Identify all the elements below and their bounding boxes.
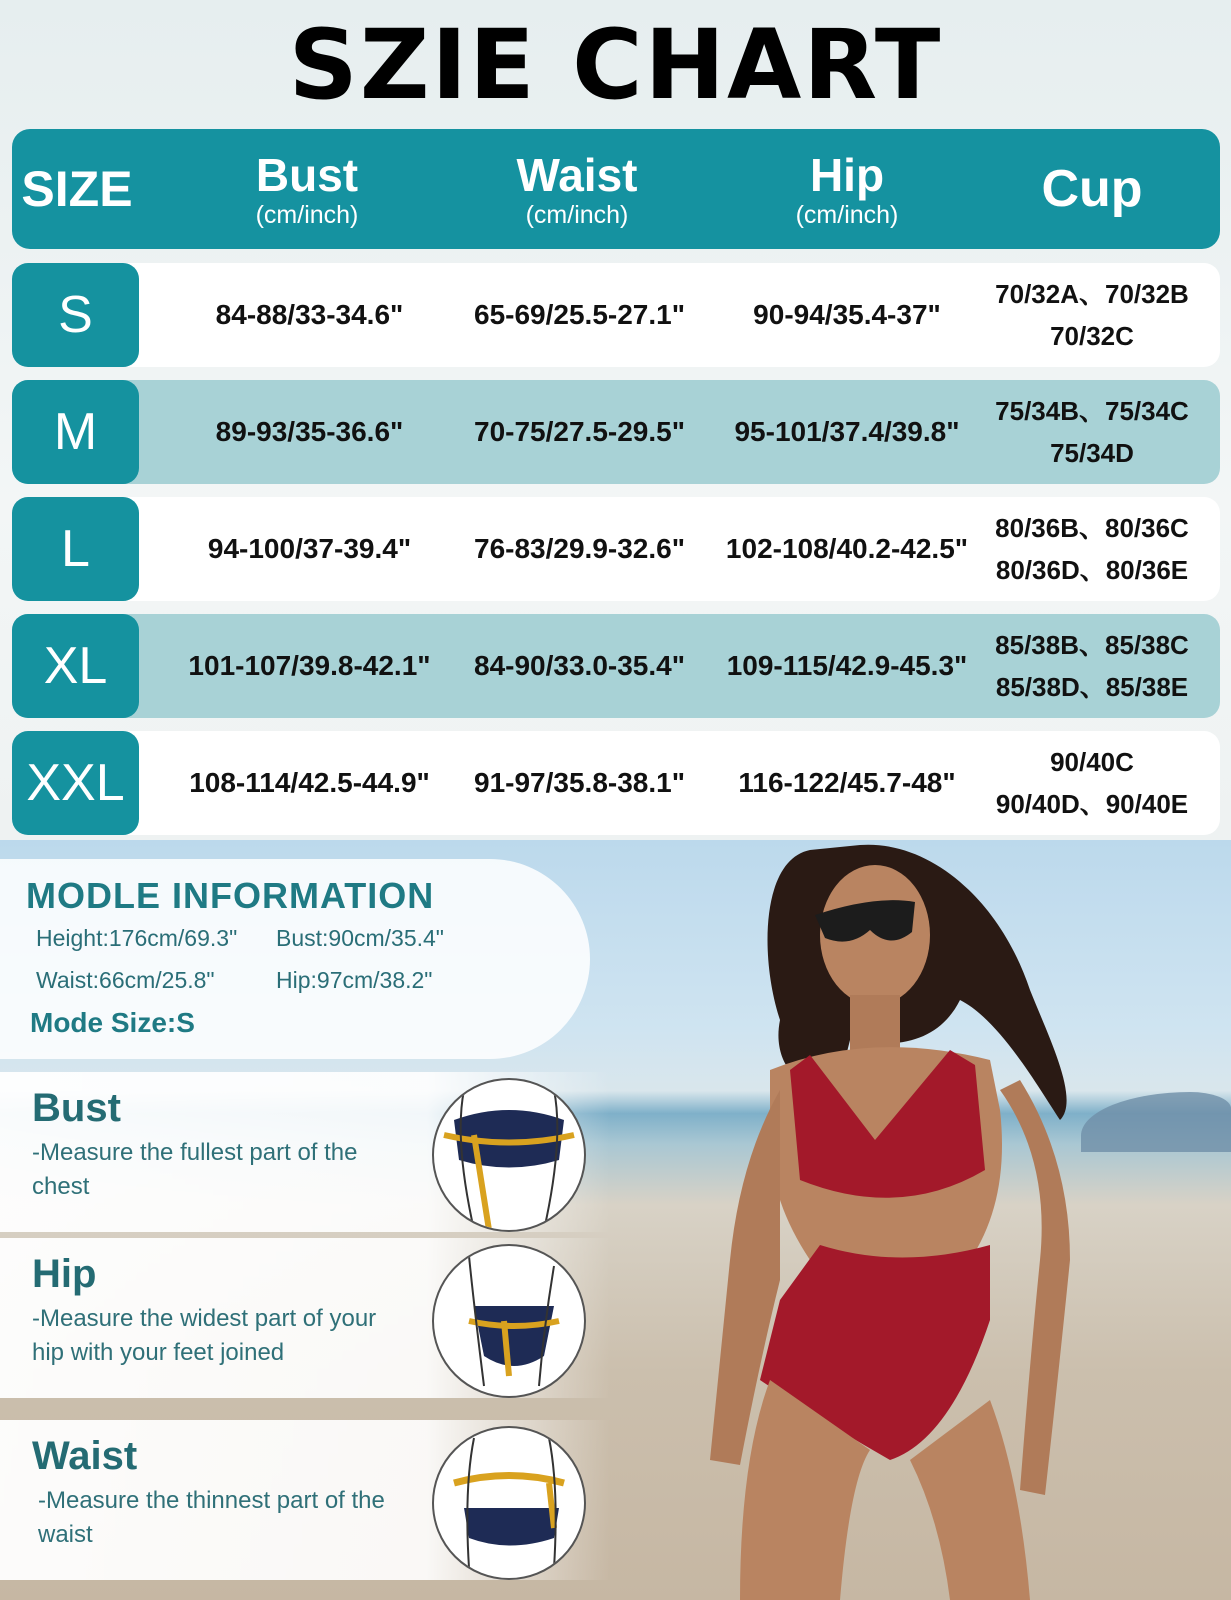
waist-value: 70-75/27.5-29.5" (474, 416, 685, 447)
hip-measure-icon (432, 1244, 586, 1398)
model-waist: Waist:66cm/25.8" (36, 967, 215, 993)
size-label: S (12, 263, 139, 367)
cup-value: 85/38B、85/38C 85/38D、85/38E (995, 630, 1189, 702)
table-row (12, 263, 1220, 367)
hip-value: 109-115/42.9-45.3" (726, 650, 968, 681)
cup-value: 90/40C 90/40D、90/40E (995, 747, 1189, 819)
model-height: Height:176cm/69.3" (36, 925, 238, 951)
waist-value: 65-69/25.5-27.1" (474, 299, 685, 330)
guide-title: Bust (32, 1086, 121, 1130)
hip-value: 90-94/35.4-37" (753, 299, 941, 330)
cup-value: 70/32A、70/32B 70/32C (995, 279, 1189, 351)
guide-description: -Measure the widest part of your hip with your feet joined (32, 1305, 377, 1366)
guide-description: -Measure the fullest part of the chest (32, 1139, 358, 1200)
hip-value: 116-122/45.7-48" (738, 767, 956, 798)
table-row (12, 614, 1220, 718)
bust-value: 94-100/37-39.4" (207, 533, 412, 564)
cup-value: 80/36B、80/36C 80/36D、80/36E (995, 513, 1189, 585)
hip-value: 102-108/40.2-42.5" (725, 533, 969, 564)
size-label: L (12, 497, 139, 601)
model-information-panel (0, 859, 590, 1059)
size-label: M (12, 380, 139, 484)
page-title: SZIE CHART (288, 9, 943, 121)
table-header (12, 129, 1220, 249)
bust-value: 89-93/35-36.6" (215, 416, 404, 447)
header-size: SIZE (21, 161, 133, 217)
waist-value: 91-97/35.8-38.1" (474, 767, 685, 798)
header-bust: Bust (cm/inch) (255, 149, 359, 229)
table-row (12, 497, 1220, 601)
model-hip: Hip:97cm/38.2" (276, 967, 433, 993)
waist-value: 76-83/29.9-32.6" (474, 533, 685, 564)
model-bust: Bust:90cm/35.4" (276, 925, 444, 951)
size-label: XL (12, 614, 139, 718)
guide-description: -Measure the thinnest part of the waist (38, 1487, 385, 1548)
hip-guide (0, 1238, 610, 1398)
bust-guide (0, 1072, 610, 1232)
waist-value: 84-90/33.0-35.4" (474, 650, 685, 681)
model-photo (700, 840, 1120, 1600)
bust-measure-icon (432, 1078, 586, 1232)
guide-title: Hip (32, 1252, 97, 1296)
cup-value: 75/34B、75/34C 75/34D (995, 396, 1189, 468)
table-row (12, 731, 1220, 835)
bust-value: 108-114/42.5-44.9" (189, 767, 430, 798)
table-row (12, 380, 1220, 484)
bust-value: 101-107/39.8-42.1" (188, 650, 431, 681)
model-info-title: MODLE INFORMATION (26, 875, 435, 916)
header-cup: Cup (1041, 160, 1143, 218)
header-hip: Hip (cm/inch) (795, 149, 899, 229)
bust-value: 84-88/33-34.6" (215, 299, 404, 330)
model-size: Mode Size:S (30, 1007, 195, 1038)
guide-title: Waist (32, 1434, 138, 1478)
waist-measure-icon (432, 1426, 586, 1580)
waist-guide (0, 1420, 610, 1580)
header-waist: Waist (cm/inch) (516, 149, 638, 229)
hip-value: 95-101/37.4/39.8" (734, 416, 960, 447)
size-label: XXL (12, 731, 139, 835)
